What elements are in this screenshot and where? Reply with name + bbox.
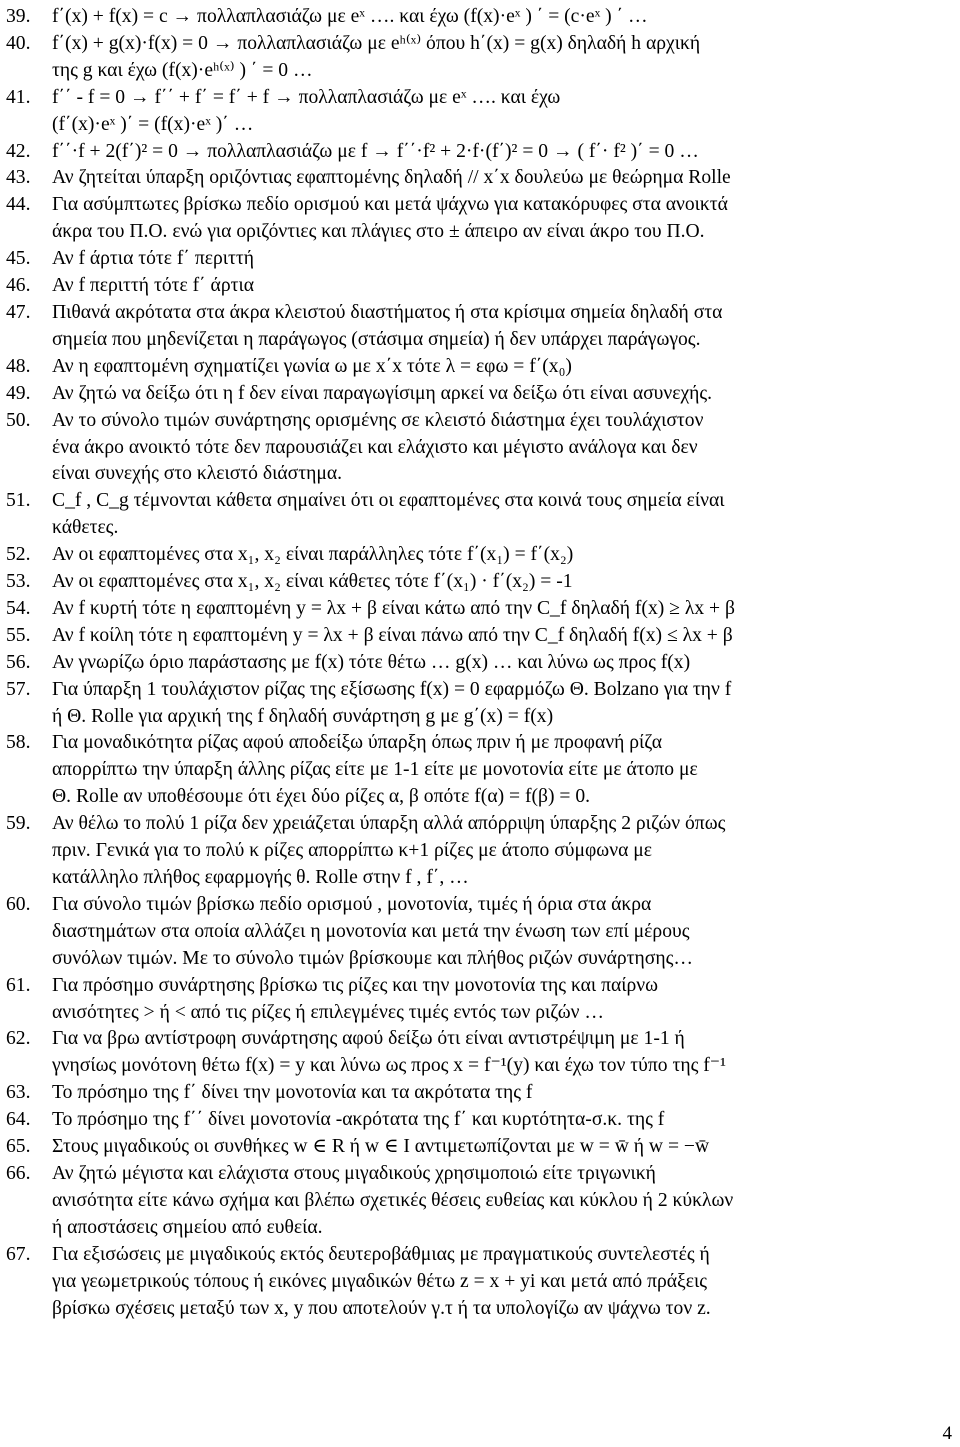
item-text-line: Για ασύμπτωτες βρίσκω πεδίο ορισμού και μετά ψάχνω για κατακόρυφες στα ανοικτά	[52, 194, 728, 216]
item-text-line: Αν οι εφαπτομένες στα x₁, x₂ είναι κάθετες τότε f΄(x₁) · f΄(x₂) = -1	[52, 571, 573, 593]
item-number: 57.	[6, 678, 31, 700]
item-text-line: ανισότητα είτε κάνω σχήμα και βλέπω σχετικές θέσεις ευθείας και κύκλου ή 2 κύκλων	[52, 1189, 734, 1211]
item-number: 63.	[6, 1082, 31, 1104]
list-item	[0, 892, 960, 973]
item-text-line: f΄(x) + g(x)·f(x) = 0 → πολλαπλασιάζω με eʰ⁽ˣ⁾ όπου h΄(x) = g(x) δηλαδή h αρχική	[52, 32, 701, 54]
item-text-line: για γεωμετρικούς τόπους ή εικόνες μιγαδικών θέτω z = x + yi και μετά από πράξεις	[52, 1270, 708, 1292]
item-number: 58.	[6, 732, 31, 754]
item-text-line: Αν f κυρτή τότε η εφαπτομένη y = λx + β είναι κάτω από την C_f δηλαδή f(x) ≥ λx + β	[52, 597, 735, 619]
list-item	[0, 4, 960, 31]
item-number: 42.	[6, 140, 31, 162]
list-item	[0, 31, 960, 85]
list-item	[0, 1026, 960, 1080]
list-item	[0, 1161, 960, 1242]
item-text-line: Στους μιγαδικούς οι συνθήκες w ∈ R ή w ∈ I αντιμετωπίζονται με w = w̄ ή w = −w̄	[52, 1136, 710, 1158]
item-text-line: ένα άκρο ανοικτό τότε δεν παρουσιάζει και ελάχιστο και μέγιστο ανάλογα και δεν	[52, 436, 698, 458]
item-number: 40.	[6, 32, 31, 54]
item-text-line: Αν το σύνολο τιμών συνάρτησης ορισμένης σε κλειστό διάστημα έχει τουλάχιστον	[52, 409, 704, 431]
item-text-line: ανισότητες > ή < από τις ρίζες ή επιλεγμένες τιμές εντός των ριζών …	[52, 1001, 604, 1023]
item-text-line: άκρα του Π.Ο. ενώ για οριζόντιες και πλάγιες στο ± άπειρο αν είναι άκρο του Π.Ο.	[52, 221, 705, 243]
list-item	[0, 246, 960, 273]
list-item	[0, 1134, 960, 1161]
document-body	[0, 4, 960, 1322]
list-item	[0, 139, 960, 166]
list-item	[0, 408, 960, 489]
list-item	[0, 192, 960, 246]
list-item	[0, 165, 960, 192]
list-item	[0, 650, 960, 677]
item-text-line: Πιθανά ακρότατα στα άκρα κλειστού διαστήματος ή στα κρίσιμα σημεία δηλαδή στα	[52, 301, 723, 323]
item-text-line: Θ. Rolle αν υποθέσουμε ότι έχει δύο ρίζες α, β οπότε f(α) = f(β) = 0.	[52, 786, 591, 808]
list-item	[0, 85, 960, 139]
item-number: 66.	[6, 1162, 31, 1184]
item-number: 46.	[6, 275, 31, 297]
item-text-line: Για να βρω αντίστροφη συνάρτησης αφού δείξω ότι είναι αντιστρέψιμη με 1-1 ή	[52, 1028, 685, 1050]
list-item	[0, 1107, 960, 1134]
item-number: 52.	[6, 544, 31, 566]
item-number: 67.	[6, 1243, 31, 1265]
item-text-line: C_f , C_g τέμνονται κάθετα σημαίνει ότι οι εφαπτομένες στα κοινά τους σημεία είναι	[52, 490, 725, 512]
item-number: 65.	[6, 1136, 31, 1158]
item-number: 59.	[6, 813, 31, 835]
list-item	[0, 569, 960, 596]
item-text-line: Για εξισώσεις με μιγαδικούς εκτός δευτεροβάθμιας με πραγματικούς συντελεστές ή	[52, 1243, 710, 1265]
list-item	[0, 300, 960, 354]
item-text-line: (f΄(x)·eˣ )΄ = (f(x)·eˣ )΄ …	[52, 113, 254, 135]
item-number: 50.	[6, 409, 31, 431]
item-number: 62.	[6, 1028, 31, 1050]
item-text-line: Αν η εφαπτομένη σχηματίζει γωνία ω με x΄x τότε λ = εφω = f΄(x₀)	[52, 355, 572, 377]
item-text-line: Αν f άρτια τότε f΄ περιττή	[52, 248, 255, 270]
item-text-line: f΄(x) + f(x) = c → πολλαπλασιάζω με eˣ …. και έχω (f(x)·eˣ ) ΄ = (c·eˣ ) ΄ …	[52, 6, 648, 27]
item-text-line: γνησίως μονότονη θέτω f(x) = y και λύνω ως προς x = f⁻¹(y) και έχω τον τύπο της f⁻¹	[52, 1055, 726, 1077]
item-number: 44.	[6, 194, 31, 216]
item-text-line: Αν γνωρίζω όριο παράστασης με f(x) τότε θέτω … g(x) … και λύνω ως προς f(x)	[52, 651, 691, 673]
item-number: 54.	[6, 597, 31, 619]
item-text-line: Αν ζητώ μέγιστα και ελάχιστα στους μιγαδικούς χρησιμοποιώ είτε τριγωνική	[52, 1162, 656, 1184]
list-item	[0, 811, 960, 892]
item-number: 48.	[6, 355, 31, 377]
list-item	[0, 488, 960, 542]
item-text-line: Αν θέλω το πολύ 1 ρίζα δεν χρειάζεται ύπαρξη αλλά απόρριψη ύπαρξης 2 ριζών όπως	[52, 813, 726, 835]
list-item	[0, 730, 960, 811]
item-text-line: Για πρόσημο συνάρτησης βρίσκω τις ρίζες και την μονοτονία της και παίρνω	[52, 974, 659, 996]
list-item	[0, 1080, 960, 1107]
list-item	[0, 596, 960, 623]
list-item	[0, 1242, 960, 1323]
item-text-line: απορρίπτω την ύπαρξη άλλης ρίζας είτε με 1-1 είτε με μονοτονία είτε με άτοπο με	[52, 759, 698, 781]
item-text-line: πριν. Γενικά για το πολύ κ ρίζες απορρίπτω κ+1 ρίζες με άτοπο σύμφωνα με	[52, 840, 652, 862]
item-number: 45.	[6, 248, 31, 270]
item-text-line: ή αποστάσεις σημείου από ευθεία.	[52, 1216, 323, 1238]
item-text-line: Το πρόσημο της f΄ δίνει την μονοτονία και τα ακρότατα της f	[52, 1082, 533, 1104]
item-text-line: σημεία που μηδενίζεται η παράγωγος (στάσιμα σημεία) ή δεν υπάρχει παράγωγος.	[52, 328, 701, 350]
item-number: 60.	[6, 893, 31, 915]
item-text-line: διαστημάτων στα οποία αλλάζει η μονοτονία και μετά την ένωση των επί μέρους	[52, 920, 690, 942]
item-text-line: κάθετες.	[52, 517, 119, 539]
page-number: 4	[942, 1423, 952, 1444]
item-number: 43.	[6, 167, 31, 189]
item-text-line: ή Θ. Rolle για αρχική της f δηλαδή συνάρτηση g με g΄(x) = f(x)	[52, 705, 554, 727]
item-text-line: συνόλων τιμών. Με το σύνολο τιμών βρίσκουμε και πλήθος ριζών συνάρτησης…	[52, 947, 693, 969]
list-item	[0, 973, 960, 1027]
item-text-line: της g και έχω (f(x)·eʰ⁽ˣ⁾ ) ΄ = 0 …	[52, 59, 313, 81]
list-item	[0, 623, 960, 650]
list-item	[0, 542, 960, 569]
item-number: 61.	[6, 974, 31, 996]
item-text-line: Αν οι εφαπτομένες στα x₁, x₂ είναι παράλληλες τότε f΄(x₁) = f΄(x₂)	[52, 544, 574, 566]
item-number: 51.	[6, 490, 31, 512]
item-number: 64.	[6, 1109, 31, 1131]
list-item	[0, 677, 960, 731]
item-number: 56.	[6, 651, 31, 673]
item-text-line: Για ύπαρξη 1 τουλάχιστον ρίζας της εξίσωσης f(x) = 0 εφαρμόζω Θ. Bolzano για την f	[52, 678, 732, 700]
list-item	[0, 381, 960, 408]
item-text-line: Το πρόσημο της f΄΄ δίνει μονοτονία -ακρότατα της f΄ και κυρτότητα-σ.κ. της f	[52, 1109, 665, 1131]
item-number: 41.	[6, 86, 31, 108]
item-number: 49.	[6, 382, 31, 404]
item-number: 47.	[6, 301, 31, 323]
list-item	[0, 273, 960, 300]
item-text-line: Για μοναδικότητα ρίζας αφού αποδείξω ύπαρξη όπως πριν ή με προφανή ρίζα	[52, 732, 662, 754]
item-text-line: Αν f περιττή τότε f΄ άρτια	[52, 275, 255, 297]
item-number: 53.	[6, 571, 31, 593]
item-text-line: Για σύνολο τιμών βρίσκω πεδίο ορισμού , μονοτονία, τιμές ή όρια στα άκρα	[52, 893, 652, 915]
item-text-line: είναι συνεχής στο κλειστό διάστημα.	[52, 463, 343, 485]
item-text-line: f΄΄ - f = 0 → f΄΄ + f΄ = f΄ + f → πολλαπλασιάζω με eˣ …. και έχω	[52, 86, 561, 108]
item-text-line: βρίσκω σχέσεις μεταξύ των x, y που αποτελούν γ.τ ή τα υπολογίζω αν ψάχνω τον z.	[52, 1297, 711, 1319]
item-number: 55.	[6, 624, 31, 646]
item-number: 39.	[6, 6, 31, 27]
list-item	[0, 354, 960, 381]
item-text-line: Αν ζητείται ύπαρξη οριζόντιας εφαπτομένης δηλαδή // x΄x δουλεύω με θεώρημα Rolle	[52, 167, 731, 189]
item-text-line: f΄΄·f + 2(f΄)² = 0 → πολλαπλασιάζω με f → f΄΄·f² + 2·f·(f΄)² = 0 → ( f΄· f² )΄ = 0 …	[52, 140, 699, 162]
item-text-line: Αν ζητώ να δείξω ότι η f δεν είναι παραγωγίσιμη αρκεί να δείξω ότι είναι ασυνεχής.	[52, 382, 713, 404]
item-text-line: κατάλληλο πλήθος εφαρμογής θ. Rolle στην f , f΄, …	[52, 867, 469, 888]
item-text-line: Αν f κοίλη τότε η εφαπτομένη y = λx + β είναι πάνω από την C_f δηλαδή f(x) ≤ λx + β	[52, 624, 733, 646]
